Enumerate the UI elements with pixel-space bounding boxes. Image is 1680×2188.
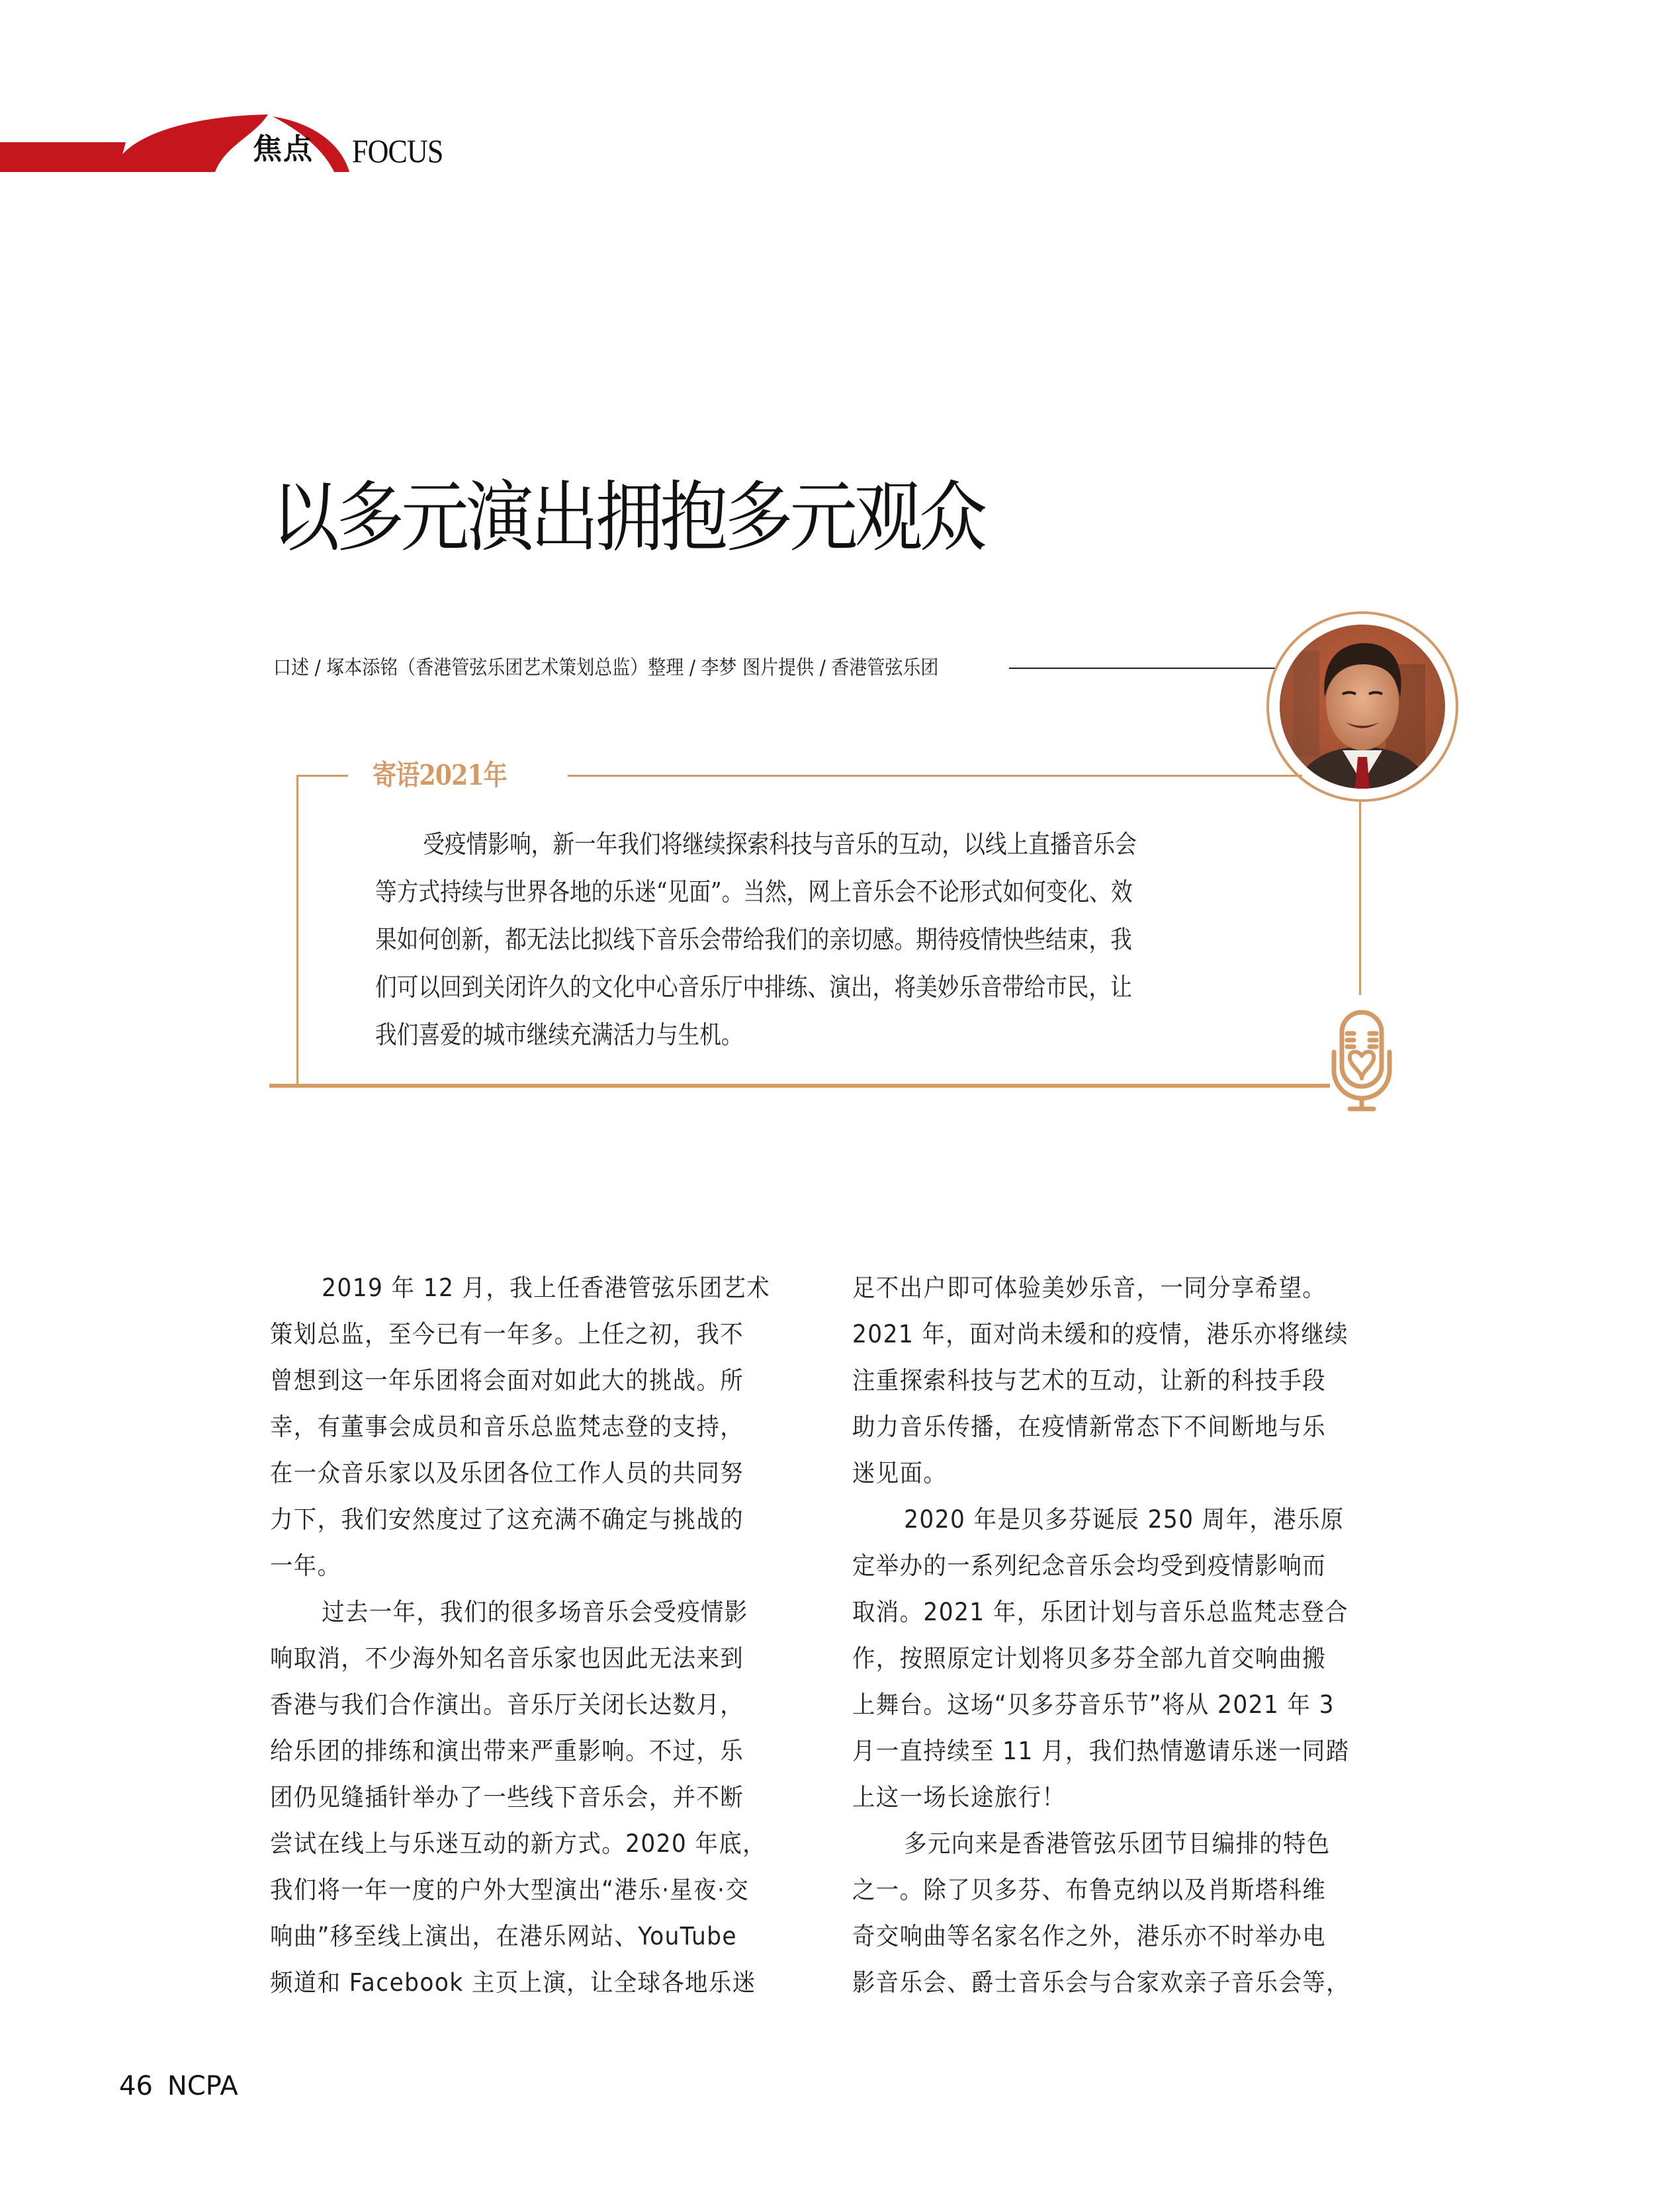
byline-rule bbox=[1009, 668, 1277, 669]
box-message bbox=[375, 820, 1292, 1059]
body-line: 助力音乐传播，在疫情新常态下不间断地与乐 bbox=[852, 1413, 1327, 1441]
box-message-line: 等方式持续与世界各地的乐迷“见面”。当然，网上音乐会不论形式如何变化、效 bbox=[375, 877, 1133, 906]
body-line: 香港与我们合作演出。音乐厅关闭长达数月， bbox=[270, 1690, 744, 1719]
box-border-bottom bbox=[269, 1084, 1330, 1088]
byline: 口述 / 塚本添铭（香港管弦乐团艺术策划总监）整理 / 李梦 图片提供 / 香港管弦乐团 bbox=[273, 656, 939, 679]
box-border-top-left bbox=[296, 775, 348, 777]
body-line: 多元向来是香港管弦乐团节目编排的特色 bbox=[904, 1829, 1331, 1858]
box-heading: 寄语2021年 bbox=[373, 759, 507, 791]
body-line: 2020 年是贝多芬诞辰 250 周年，港乐原 bbox=[904, 1505, 1345, 1534]
page-footer bbox=[119, 2070, 238, 2103]
header-bar-left bbox=[0, 142, 126, 172]
body-line: 上这一场长途旅行！ bbox=[852, 1783, 1066, 1812]
body-line: 取消。2021 年，乐团计划与音乐总监梵志登合 bbox=[852, 1598, 1348, 1626]
microphone-heart-icon bbox=[1329, 1006, 1395, 1113]
body-line: 曾想到这一年乐团将会面对如此大的挑战。所 bbox=[270, 1366, 744, 1395]
body-line: 力下，我们安然度过了这充满不确定与挑战的 bbox=[270, 1505, 744, 1534]
box-border-left bbox=[296, 775, 298, 1087]
body-line: 尝试在线上与乐迷互动的新方式。2020 年底， bbox=[270, 1829, 766, 1858]
body-line: 定举办的一系列纪念音乐会均受到疫情影响而 bbox=[852, 1552, 1327, 1580]
body-line: 之一。除了贝多芬、布鲁克纳以及肖斯塔科维 bbox=[852, 1876, 1327, 1904]
article-title: 以多元演出拥抱多元观众 bbox=[271, 473, 984, 562]
body-line: 一年。 bbox=[270, 1552, 341, 1580]
box-border-top-right bbox=[568, 775, 1302, 777]
box-border-right bbox=[1359, 801, 1361, 995]
body-line: 幸，有董事会成员和音乐总监梵志登的支持， bbox=[270, 1413, 744, 1441]
publication-name: NCPA bbox=[167, 2071, 238, 2101]
body-line: 月一直持续至 11 月，我们热情邀请乐迷一同踏 bbox=[852, 1737, 1350, 1765]
body-line: 响取消，不少海外知名音乐家也因此无法来到 bbox=[270, 1644, 744, 1673]
body-line: 作，按照原定计划将贝多芬全部九首交响曲搬 bbox=[852, 1644, 1327, 1673]
body-line: 上舞台。这场“贝多芬音乐节”将从 2021 年 3 bbox=[852, 1690, 1335, 1719]
body-line: 我们将一年一度的户外大型演出“港乐·星夜·交 bbox=[270, 1876, 750, 1904]
page-number: 46 bbox=[119, 2071, 153, 2101]
body-line: 策划总监，至今已有一年多。上任之初，我不 bbox=[270, 1320, 744, 1348]
box-message-line: 们可以回到关闭许久的文化中心音乐厅中排练、演出，将美妙乐音带给市民，让 bbox=[375, 973, 1132, 1002]
body-line: 奇交响曲等名家名作之外，港乐亦不时举办电 bbox=[852, 1922, 1327, 1950]
box-message-line: 我们喜爱的城市继续充满活力与生机。 bbox=[375, 1020, 743, 1049]
body-line: 给乐团的排练和演出带来严重影响。不过，乐 bbox=[270, 1737, 744, 1765]
body-line: 频道和 Facebook 主页上演，让全球各地乐迷 bbox=[270, 1968, 756, 1997]
body-line: 影音乐会、爵士音乐会与合家欢亲子音乐会等， bbox=[852, 1968, 1350, 1997]
body-line: 团仍见缝插针举办了一些线下音乐会，并不断 bbox=[270, 1783, 744, 1812]
section-label-en: FOCUS bbox=[352, 132, 443, 169]
box-message-line: 果如何创新，都无法比拟线下音乐会带给我们的亲切感。期待疫情快些结束，我 bbox=[375, 925, 1132, 954]
body-line: 在一众音乐家以及乐团各位工作人员的共同努 bbox=[270, 1459, 744, 1487]
header-arch bbox=[112, 114, 268, 172]
section-label-cn: 焦点 bbox=[253, 132, 314, 166]
body-column-right bbox=[852, 1265, 1392, 2006]
body-line: 注重探索科技与艺术的互动，让新的科技手段 bbox=[852, 1366, 1327, 1395]
portrait-photo bbox=[1280, 625, 1445, 789]
body-line: 过去一年，我们的很多场音乐会受疫情影 bbox=[322, 1598, 748, 1626]
body-line: 响曲”移至线上演出，在港乐网站、YouTube bbox=[270, 1922, 737, 1950]
body-column-left bbox=[270, 1265, 809, 2006]
body-line: 2019 年 12 月，我上任香港管弦乐团艺术 bbox=[322, 1274, 771, 1302]
body-line: 足不出户即可体验美妙乐音，一同分享希望。 bbox=[852, 1274, 1327, 1302]
body-line: 2021 年，面对尚未缓和的疫情，港乐亦将继续 bbox=[852, 1320, 1348, 1348]
box-message-line: 受疫情影响，新一年我们将继续探索科技与音乐的互动，以线上直播音乐会 bbox=[423, 830, 1137, 859]
body-line: 迷见面。 bbox=[852, 1459, 948, 1487]
